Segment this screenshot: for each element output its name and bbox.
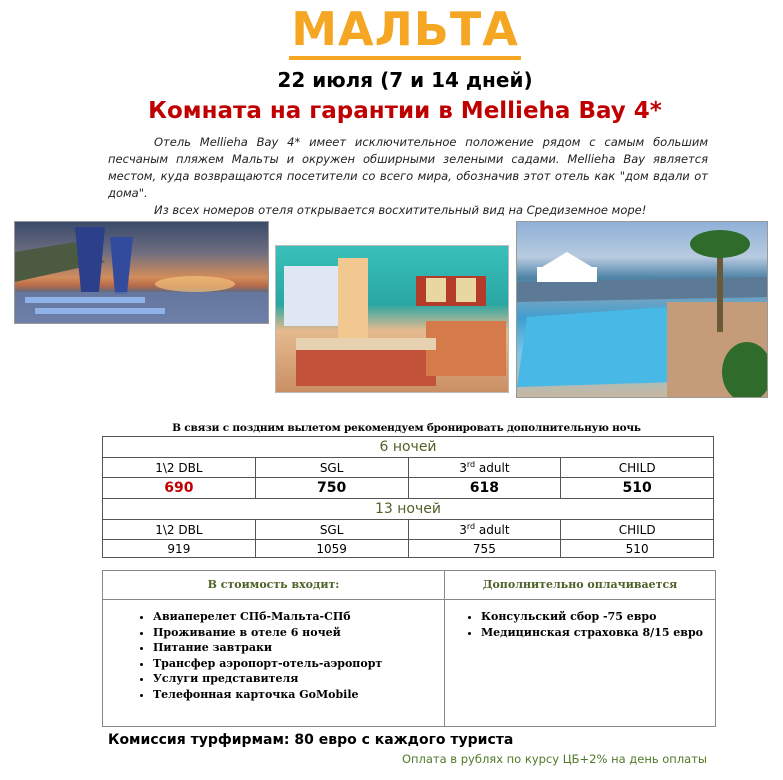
col-header: SGL bbox=[255, 520, 408, 540]
table-header-row bbox=[103, 458, 714, 478]
table-header-row bbox=[103, 520, 714, 540]
price-table bbox=[102, 436, 714, 558]
price-cell: 750 bbox=[255, 478, 408, 499]
col-header: 3rd adult bbox=[408, 520, 561, 540]
page-title: МАЛЬТА bbox=[0, 2, 783, 56]
list-item: • Консульский сбор -75 евро bbox=[481, 609, 743, 625]
payment-note: Оплата в рублях по курсу ЦБ+2% на день оплаты bbox=[401, 752, 707, 766]
list-item: • Питание завтраки bbox=[153, 640, 473, 656]
extra-night-note: В связи с поздним вылетом рекомендуем бронировать дополнительную ночь bbox=[172, 422, 641, 434]
hotel-room-photo bbox=[275, 245, 509, 393]
section-6-nights: 6 ночей bbox=[103, 437, 714, 458]
extra-list bbox=[445, 609, 743, 640]
hotel-description bbox=[108, 134, 708, 219]
beach-sunset-photo bbox=[14, 221, 269, 324]
pool-photo bbox=[516, 221, 768, 398]
agency-commission: Комиссия турфирмам: 80 евро с каждого туриста bbox=[108, 732, 514, 748]
price-cell: 755 bbox=[408, 540, 561, 558]
description-paragraph: Из всех номеров отеля открывается восхитительный вид на Средиземное море! bbox=[154, 203, 647, 217]
section-13-nights: 13 ночей bbox=[103, 499, 714, 520]
description-paragraph: Отель Mellieha Bay 4* имеет исключительное положение рядом с самым большим песчаным пляжем Мальты и окружен обширными зелеными садами. Mellieha Bay является местом, куда возвращаются посетители со всего мира, обозначив этот отель как "дом вдали от дома". bbox=[108, 135, 708, 200]
price-cell: 1059 bbox=[255, 540, 408, 558]
price-cell: 510 bbox=[561, 540, 714, 558]
price-cell: 919 bbox=[103, 540, 256, 558]
price-cell: 690 bbox=[103, 478, 256, 499]
table-row bbox=[103, 540, 714, 558]
travel-dates: 22 июля (7 и 14 дней) bbox=[277, 68, 533, 92]
col-header: 1\2 DBL bbox=[103, 458, 256, 478]
list-item: • Проживание в отеле 6 ночей bbox=[153, 625, 473, 641]
inclusions-table bbox=[102, 570, 716, 727]
col-header: 1\2 DBL bbox=[103, 520, 256, 540]
price-cell: 618 bbox=[408, 478, 561, 499]
price-cell: 510 bbox=[561, 478, 714, 499]
list-item: • Услуги представителя bbox=[153, 671, 473, 687]
col-header: SGL bbox=[255, 458, 408, 478]
extra-heading: Дополнительно оплачивается bbox=[445, 571, 715, 600]
table-row bbox=[103, 478, 714, 499]
list-item: • Медицинская страховка 8/15 евро bbox=[481, 625, 743, 641]
list-item: • Авиаперелет СПб-Мальта-СПб bbox=[153, 609, 473, 625]
included-heading: В стоимость входит: bbox=[103, 571, 445, 600]
included-list bbox=[117, 609, 473, 702]
col-header: CHILD bbox=[561, 520, 714, 540]
hotel-heading: Комната на гарантии в Mellieha Bay 4* bbox=[148, 98, 662, 124]
col-header: CHILD bbox=[561, 458, 714, 478]
col-header: 3rd adult bbox=[408, 458, 561, 478]
list-item: • Телефонная карточка GoMobile bbox=[153, 687, 473, 703]
list-item: • Трансфер аэропорт-отель-аэропорт bbox=[153, 656, 473, 672]
